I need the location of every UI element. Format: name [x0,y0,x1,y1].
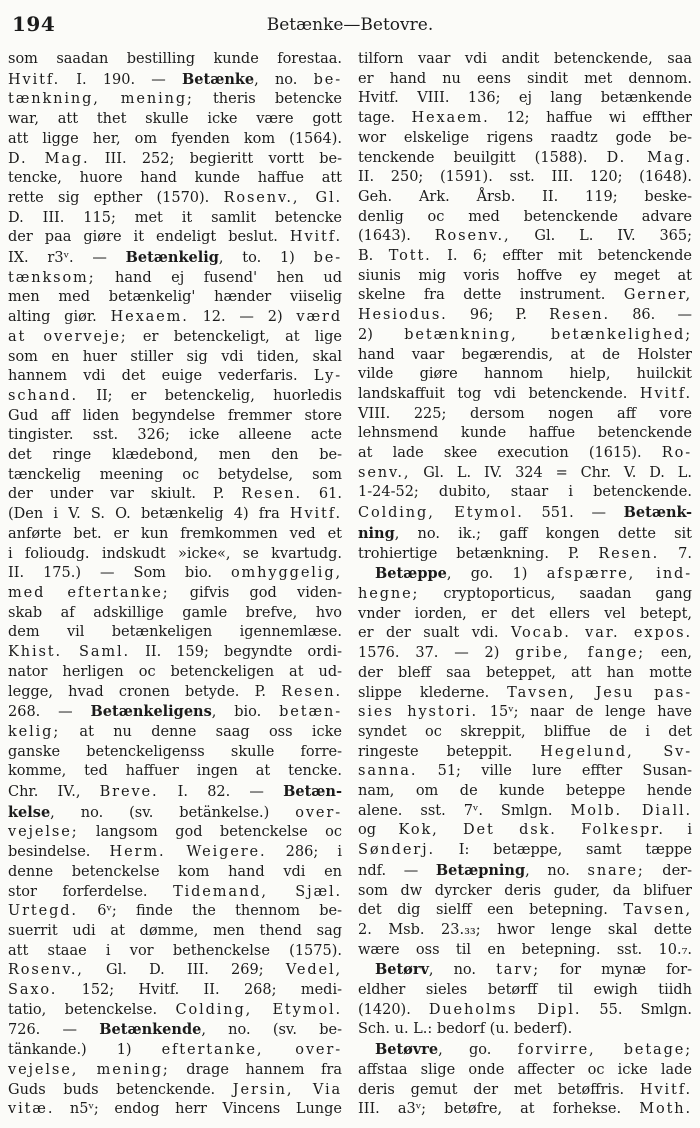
emphasized-text: betæn- [279,704,342,721]
text-line: det dig sielff een betepning. Tavsen, [358,902,692,919]
emphasized-text: snare; [587,862,645,879]
column-left [8,50,342,1120]
text-line: tage. Hexaem. 12; haffue wi effther [358,110,692,127]
emphasized-text: Ly- [313,368,342,385]
text-line: wære oss til en betepning. sst. 10.₇. [358,941,692,958]
text-line: vejelse, mening; drage hannem fra [8,1061,342,1078]
emphasized-text: Hvitf. [639,1081,692,1098]
text-line: hand vaar begærendis, at de Holster [358,346,692,363]
emphasized-text: Hesiodus. [358,307,448,324]
text-line: denne betenckelse kom hand vdi en [8,863,342,880]
emphasized-text: sies hystori. [358,704,479,721]
text-line: Chr. IV., Breve. I. 82. — Betæn- [8,783,342,801]
headword: kelse [8,803,51,821]
emphasized-text: tænkning, mening; [8,91,194,108]
text-line: tænckelig meening oc betydelse, som [8,466,342,483]
text-line: alting giør. Hexaem. 12. — 2) værd [8,309,342,326]
text-line: war, att thet skulle icke være gott [8,111,342,128]
emphasized-text: omhyggelig, [230,565,342,582]
emphasized-text: Resen. [549,307,610,324]
headword: Betæpning [435,861,526,879]
text-line: Hvitf. VIII. 136; ej lang betænkende [358,90,692,107]
text-line: nator herligen oc betenckeligen at ud- [8,663,342,680]
headword: Betænke [182,70,255,88]
text-line: skab af adskillige gamle brefve, hvo [8,604,342,621]
headword: ning [358,524,395,542]
text-line: att ligge her, om fyenden kom (1564). [8,130,342,147]
emphasized-text: Hvitf. [639,385,692,402]
text-line: Hesiodus. 96; P. Resen. 86. — [358,307,692,324]
emphasized-text: Resen. [281,683,342,700]
emphasized-text: forvirre, betage; [517,1042,692,1059]
emphasized-text: Colding, Etymol. [358,505,524,522]
text-line: der paa giøre it endeligt beslut. Hvitf. [8,229,342,246]
emphasized-text: be- [313,250,343,267]
emphasized-text: Sønderj. [358,842,435,859]
emphasized-text: Tavsen, [623,902,692,919]
text-line: II. 250; (1591). sst. III. 120; (1648). [358,169,692,186]
emphasized-text: Tidemand, Sjæl. [173,883,342,900]
text-line: (1643). Rosenv., Gl. L. IV. 365; [358,228,693,245]
page-number: 194 [12,12,56,36]
text-line: det ringe klædebond, men den be- [8,447,342,464]
headword: Betøvre [375,1041,439,1059]
headword: Betænkelig [125,249,219,267]
text-columns [8,46,692,1120]
text-line: hegne; cryptoporticus, saadan gang [358,585,692,602]
text-line: tänkande.) 1) eftertanke, over- [8,1042,342,1059]
emphasized-text: D. Mag. [8,150,90,167]
emphasized-text: Ro- [661,445,692,462]
text-line: Betørv, no. tarv; for mynæ for- [375,961,692,979]
text-line: kelse, no. (sv. betänkelse.) over- [8,803,342,821]
text-line: hannem vdi det euige vederfaris. Ly- [8,368,342,385]
text-line: vitæ. n5ᵛ; endog herr Vincens Lunge [8,1101,342,1118]
text-line: Saxo. 152; Hvitf. II. 268; medi- [8,982,342,999]
text-line: senv., Gl. L. IV. 324 = Chr. V. D. L. [358,464,692,481]
text-line: landskaffuit tog vdi betenckende. Hvitf. [358,385,692,402]
text-line: og Kok, Det dsk. Folkespr. i [358,822,692,839]
emphasized-text: gribe, fange; [515,645,646,662]
text-line: vilde giøre hannom hielp, huilckit [358,366,692,383]
emphasized-text: hegne; [358,585,420,602]
text-line: komme, ted haffuer ingen at tencke. [8,763,342,780]
emphasized-text: Breve. [99,784,159,801]
emphasized-text: Tavsen, Jesu pas- [507,684,692,701]
text-line: tænkning, mening; theris betencke [8,91,342,108]
text-line: 1576. 37. — 2) gribe, fange; een, [358,645,692,662]
emphasized-text: sanna. [358,763,418,780]
text-line: eldher sieles betørff til ewigh tiidh [358,982,692,999]
text-line: i folioudg. indskudt »icke«, se kvartudg. [8,545,342,562]
emphasized-text: Hexaem. [110,309,189,326]
emphasized-text: tænksom; [8,269,96,286]
text-line: at overveje; er betenckeligt, at lige [8,328,343,345]
text-line: VIII. 225; dersom nogen aff vore [358,405,692,422]
text-line: 726. — Betænkende, no. (sv. be- [8,1021,342,1039]
emphasized-text: schand. [8,387,78,404]
text-line: rette sig epther (1570). Rosenv., Gl. [8,189,342,206]
emphasized-text: be- [313,71,343,88]
text-line: II. 175.) — Som bio. omhyggelig, [8,565,342,582]
text-line: besindelse. Herm. Weigere. 286; i [8,844,342,861]
emphasized-text: kelig; [8,723,61,740]
emphasized-text: Hegelund, Sv- [540,743,693,760]
text-line: anførte bet. er kun fremkommen ved et [8,525,342,542]
text-line: kelig; at nu denne saag oss icke [8,723,342,740]
emphasized-text: vejelse; [8,824,79,841]
emphasized-text: Kok, Det dsk. Folkespr. [398,822,665,839]
emphasized-text: at overveje; [8,328,128,345]
text-line: tatio, betenckelse. Colding, Etymol. [8,1001,342,1018]
text-line: 1-24-52; dubito, staar i betenckende. [358,484,692,501]
text-line: att staae i vor bethenckelse (1575). [8,942,342,959]
text-line: Guds buds betenckende. Jersin, Via [8,1081,342,1098]
text-line: Betæppe, go. 1) afspærre, ind- [375,565,693,583]
column-right [358,50,692,1120]
emphasized-text: Khist. Saml. [8,644,131,661]
text-line: 2. Msb. 23.₃₃; hwor lenge skal dette [358,921,692,938]
emphasized-text: afspærre, ind- [546,566,693,583]
text-line: med eftertanke; gifvis god viden- [8,584,342,601]
emphasized-text: Tott. [388,248,432,265]
emphasized-text: Vocab. var. expos. [510,625,693,642]
text-line: D. Mag. III. 252; begieritt vortt be- [8,150,342,167]
emphasized-text: Hvitf. [289,229,342,246]
text-line: lehnsmend kunde haffue betenckende [358,425,692,442]
text-line: vnder iorden, er det ellers vel betept, [358,605,692,622]
text-line: ringeste beteppit. Hegelund, Sv- [358,743,693,760]
text-line: sanna. 51; ville lure effter Susan- [358,763,692,780]
emphasized-text: tarv; [496,962,540,979]
emphasized-text: senv., [358,464,411,481]
emphasized-text: Rosenv., [434,228,511,245]
headword: Betænk- [623,504,692,522]
text-line: Sch. u. L.: bedorf (u. bederf). [358,1021,573,1038]
text-line: Gud aff liden begyndelse fremmer store [8,407,342,424]
text-line: tencke, huore hand kunde haffue att [8,170,342,187]
text-line: deris gemut der met betøffris. Hvitf. [358,1081,692,1098]
emphasized-text: Herm. Weigere. [109,844,267,861]
emphasized-text: Resen. [598,545,660,562]
text-line: som en huer stiller sig vdi tiden, skal [8,348,342,365]
text-line: tilforn vaar vdi andit betenckende, saa [358,51,692,67]
text-line: affstaa slige onde affecter oc icke lade [358,1061,692,1078]
emphasized-text: Colding, Etymol. [175,1001,342,1018]
text-line: B. Tott. I. 6; effter mit betenckende [358,248,693,265]
text-line: der under var skiult. P. Resen. 61. [8,486,342,503]
text-line: ganske betenckeligenss skulle forre- [8,743,342,760]
emphasized-text: betænkning, betænkelighed; [404,326,692,343]
text-line: alene. sst. 7ᵛ. Smlgn. Molb. Diall. [358,802,692,819]
text-line: stor forferdelse. Tidemand, Sjæl. [8,883,342,900]
text-line: suerrit udi at dømme, men thend sag [8,922,342,939]
text-line: tenckende beuilgitt (1588). D. Mag. [358,149,693,166]
text-line: vejelse; langsom god betenckelse oc [8,824,342,841]
text-line: wor elskelige rigens raadtz gode be- [358,129,692,146]
emphasized-text: værd [296,309,342,326]
headword: Betæppe [375,565,447,583]
text-line: tænksom; hand ej fusend' hen ud [8,269,342,286]
emphasized-text: Vedel, [285,962,342,979]
text-line: sies hystori. 15ᵛ; naar de lenge have [358,704,693,721]
emphasized-text: eftertanke, over- [161,1042,342,1059]
text-line: der bleff saa beteppet, att han motte [358,664,692,681]
emphasized-text: Moth. [639,1101,692,1118]
emphasized-text: vitæ. [8,1101,55,1118]
emphasized-text: Saxo. [8,982,58,999]
running-head: Betænke—Betovre. [266,15,434,35]
emphasized-text: Molb. Diall. [570,802,692,819]
text-line: som saadan bestilling kunde forestaa. [8,51,342,67]
text-line: ning, no. ik.; gaff kongen dette sit [358,524,692,542]
text-line: Khist. Saml. II. 159; begyndte ordi- [8,644,342,661]
text-line: dem vil betænkeligen igennemlæse. [8,624,342,641]
text-line: men med betænkelig' hænder viiselig [8,289,342,306]
text-line: skelne fra dette instrument. Gerner, [358,287,692,304]
text-line: denlig oc med betenckende advare [358,208,692,225]
text-line: (1420). Dueholms Dipl. 55. Smlgn. [358,1001,692,1018]
emphasized-text: Hvitf. [289,506,342,523]
text-line: III. a3ᵛ; betøfre, at forhekse. Moth. [358,1101,692,1118]
text-line: Urtegd. 6ᵛ; finde the thennom be- [8,903,342,920]
headword: Betørv [375,961,429,979]
headword: Betænkende [99,1021,202,1039]
emphasized-text: Dueholms Dipl. [428,1001,582,1018]
text-line: Colding, Etymol. 551. — Betænk- [358,504,692,522]
text-line: tingister. sst. 326; icke alleene acte [8,427,342,444]
emphasized-text: Hexaem. [411,110,490,127]
emphasized-text: D. Mag. [606,149,693,166]
emphasized-text: med eftertanke; [8,584,170,601]
text-line: syndet oc skreppit, bliffue de i det [358,723,692,740]
emphasized-text: Hvitf. [8,71,61,88]
emphasized-text: Jersin, Via [232,1081,342,1098]
text-line: Sønderj. I: betæppe, samt tæppe [358,842,692,859]
text-line: Betøvre, go. forvirre, betage; [375,1041,692,1059]
text-line: siunis mig voris hoffve ey meget at [358,267,692,284]
page-header [8,6,692,46]
text-line: 268. — Betænkeligens, bio. betæn- [8,703,342,721]
text-line: (Den i V. S. O. betænkelig 4) fra Hvitf. [8,506,342,523]
text-line: legge, hvad cronen betyde. P. Resen. [8,683,342,700]
text-line: Rosenv., Gl. D. III. 269; Vedel, [8,962,342,979]
text-line: IX. r3ᵛ. — Betænkelig, to. 1) be- [8,249,343,267]
emphasized-text: Urtegd. [8,903,78,920]
headword: Betæn- [283,783,342,801]
headword: Betænkeligens [90,703,212,721]
text-line: trohiertige betænkning. P. Resen. 7. [358,545,692,562]
emphasized-text: over- [295,804,342,821]
text-line: Geh. Ark. Årsb. II. 119; beske- [358,188,692,205]
text-line: D. III. 115; met it samlit betencke [8,209,342,226]
emphasized-text: vejelse, mening; [8,1061,170,1078]
text-line: at lade skee execution (1615). Ro- [358,445,692,462]
text-line: schand. II; er betenckelig, huorledis [8,387,342,404]
emphasized-text: Rosenv., Gl. [223,189,342,206]
text-line: 2) betænkning, betænkelighed; [358,326,692,343]
text-line: som dw dyrcker deris guder, da blifuer [358,882,692,899]
text-line: ndf. — Betæpning, no. snare; der- [358,861,692,879]
emphasized-text: Resen. [241,486,303,503]
text-line: er hand nu eens sindit met dennom. [358,70,692,87]
text-line: slippe klederne. Tavsen, Jesu pas- [358,684,692,701]
text-line: nam, om de kunde beteppe hende [358,783,692,800]
emphasized-text: Rosenv., [8,962,84,979]
emphasized-text: Gerner, [623,287,692,304]
text-line: er der sualt vdi. Vocab. var. expos. [358,625,693,642]
text-line: Hvitf. I. 190. — Betænke, no. be- [8,70,343,88]
